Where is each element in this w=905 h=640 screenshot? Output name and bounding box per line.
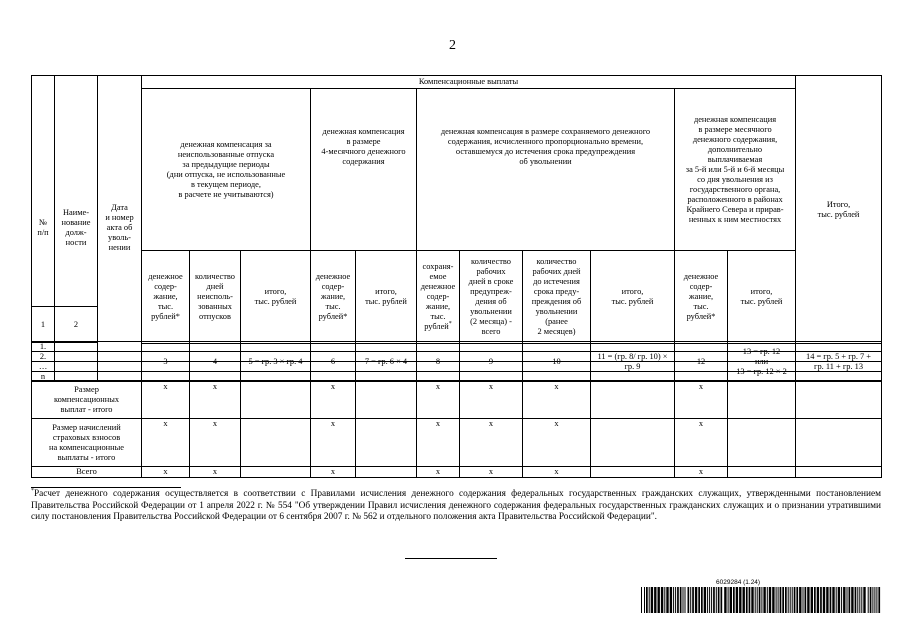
subheader-c3: денежное содер- жание, тыс. рублей* [142,251,190,344]
subheader-c8-text: сохраня- емое денежное содер- жание, тыс. рублей [420,262,456,331]
header-group-four-month: денежная компенсация в размере 4-месячного денежного содержания [311,89,417,251]
subheader-c13: итого, тыс. рублей [728,251,796,344]
col-number-8: 8 [417,344,460,381]
header-compensation: Компенсационные выплаты [142,76,796,89]
col-number-1: 1 [32,307,55,343]
x-mark: x [311,467,356,478]
end-divider [405,558,497,559]
header-total: Итого, тыс. рублей [796,76,882,344]
x-mark: x [460,467,523,478]
table-row-payments-total [32,382,882,419]
col-number-12: 12 [675,344,728,381]
table-row [32,352,882,362]
subheader-c7: итого, тыс. рублей [356,251,417,344]
x-mark: x [523,419,591,467]
footnote-text: Расчет денежного содержания осуществляется в соответствии с Правилами исчисления денежного содержания федеральных государственных гражданских служащих, утвержденными постановлением Правительства Российской Федерации от 1 апреля 2022 г. № 554 "Об утверждении Правил исчисления денежного содержания федеральных государственных гражданских служащих и о признании утратившими силу постановления Правительства Российской Федерации от 6 сентября 2007 г. № 562 и отдельного положения акта Правительства Российской Федерации". [31,489,881,522]
page-number: 2 [449,38,456,53]
footnote-mark: * [31,487,34,494]
col-number-6: 6 [311,344,356,381]
col-number-11: 11 = (гр. 8/ гр. 10) × гр. 9 [591,344,675,381]
row-label-1: 1. [32,342,55,352]
col-number-3: 3 [142,344,190,381]
header-col-position: Наиме- нование долж- ности [55,76,98,381]
header-group-north: денежная компенсация в размере месячного денежного содержания, дополнительно выплачиваемая за 5-й или 5-й и 6-й месяцы со дня увольнения из государственного органа, расположенного в районах Крайнего Севера и прирав- ненных к ним местностях [675,89,796,251]
x-mark: x [460,419,523,467]
col-number-14: 14 = гр. 5 + гр. 7 + гр. 11 + гр. 13 [796,344,882,381]
x-mark: x [523,467,591,478]
barcode-number: 6029284 (1.24) [716,579,761,586]
x-mark: x [190,467,241,478]
x-mark: x [311,419,356,467]
row-label-insurance-total: Размер начислений страховых взносов на компенсационные выплаты - итого [32,419,142,467]
x-mark: x [142,419,190,467]
x-mark: x [190,419,241,467]
row-label-3: … [32,362,55,372]
x-mark: x [417,419,460,467]
subheader-c9: количество рабочих дней в сроке предупреж- дения об увольнении (2 месяца) - всего [460,251,523,344]
table-row [32,362,882,372]
compensation-table-body [31,306,882,343]
row-label-2: 2. [32,352,55,362]
footnote [31,489,881,524]
col-number-13: 13 = гр. 12 или 13 = гр. 12 × 2 [728,344,796,381]
header-group-notice-period: денежная компенсация в размере сохраняемого денежного содержания, исчисленного пропорционально времени, оставшемуся до истечения срока предупреждения об увольнении [417,89,675,251]
row-label-grand-total: Всего [32,467,142,478]
row-label-payments-total: Размер компенсационных выплат - итого [32,382,142,419]
footnote-divider [31,487,181,488]
x-mark: x [523,382,591,419]
x-mark: x [142,382,190,419]
table-row-insurance-total [32,419,882,467]
header-group-unused-leave: денежная компенсация за неиспользованные отпуска за предыдущие периоды (дни отпуска, не использованные в текущем периоде, в расчете не учитываются) [142,89,311,251]
x-mark: x [142,467,190,478]
x-mark: x [675,382,728,419]
compensation-table-rows [31,341,882,478]
x-mark: x [417,467,460,478]
col-number-10: 10 [523,344,591,381]
subheader-c12: денежное содер- жание, тыс. рублей* [675,251,728,344]
table-row [32,372,882,382]
x-mark: x [675,419,728,467]
x-mark: x [417,382,460,419]
subheader-c4: количество дней неисполь- зованных отпусков [190,251,241,344]
col-number-7: 7 = гр. 6 × 4 [356,344,417,381]
x-mark: x [675,467,728,478]
subheader-c11: итого, тыс. рублей [591,251,675,344]
table-row [32,342,882,352]
x-mark: x [311,382,356,419]
barcode-icon [641,587,881,613]
subheader-c6: денежное содер- жание, тыс. рублей* [311,251,356,344]
col-number-4: 4 [190,344,241,381]
row-label-n: n [32,372,55,382]
x-mark: x [190,382,241,419]
col-number-9: 9 [460,344,523,381]
col-number-5: 5 = гр. 3 × гр. 4 [241,344,311,381]
table-row-grand-total [32,467,882,478]
header-col-date: Дата и номер акта об уволь- нении [98,76,142,381]
col-number-2: 2 [55,307,98,343]
subheader-c10: количество рабочих дней до истечения срока преду- преждения об увольнении (ранее 2 месяцев) [523,251,591,344]
subheader-c8-mark: * [448,321,452,328]
subheader-c5: итого, тыс. рублей [241,251,311,344]
header-col-no: № п/п [32,76,55,381]
x-mark: x [460,382,523,419]
